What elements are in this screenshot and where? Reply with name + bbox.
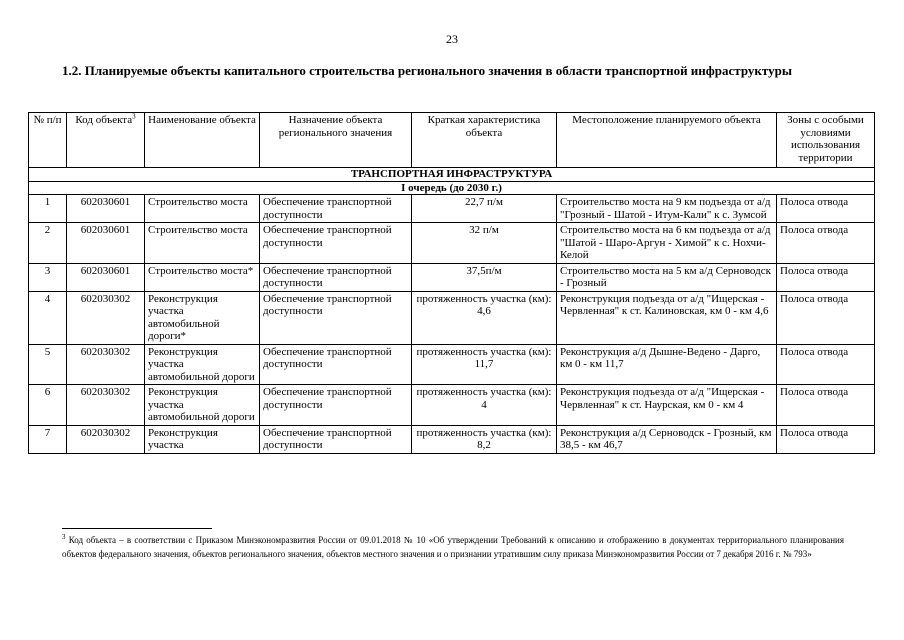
phase-row: [29, 181, 875, 195]
phase-header: I очередь (до 2030 г.): [29, 181, 875, 195]
objects-table: [28, 112, 875, 454]
table-row: [29, 291, 875, 344]
page-number: 23: [446, 32, 458, 46]
cell-num: 1: [29, 195, 67, 223]
cell-location: Строительство моста на 5 км а/д Серноводск - Грозный: [557, 263, 777, 291]
cell-purpose: Обеспечение транспортной доступности: [260, 263, 412, 291]
section-title: 1.2. Планируемые объекты капитального строительства регионального значения в области транспортной инфраструктуры: [62, 63, 792, 78]
cell-num: 6: [29, 385, 67, 426]
cell-zone: Полоса отвода: [777, 344, 875, 385]
footnote-ref: 3: [132, 112, 136, 121]
table-row: [29, 263, 875, 291]
cell-location: Реконструкция подъезда от а/д "Ищерская - Червленная" к ст. Наурская, км 0 - км 4: [557, 385, 777, 426]
cell-code: 602030302: [67, 344, 145, 385]
header-purpose: Назначение объекта регионального значения: [260, 113, 412, 168]
cell-purpose: Обеспечение транспортной доступности: [260, 425, 412, 453]
cell-purpose: Обеспечение транспортной доступности: [260, 223, 412, 264]
cell-num: 2: [29, 223, 67, 264]
cell-location: Реконструкция а/д Дышне-Ведено - Дарго, км 0 - км 11,7: [557, 344, 777, 385]
cell-zone: Полоса отвода: [777, 263, 875, 291]
cell-num: 7: [29, 425, 67, 453]
cell-zone: Полоса отвода: [777, 425, 875, 453]
cell-zone: Полоса отвода: [777, 223, 875, 264]
cell-characteristic: 22,7 п/м: [412, 195, 557, 223]
footnote-text: Код объекта – в соответствии с Приказом Минэкономразвития России от 09.01.2018 № 10 «Об утверждении Требований к описанию и отображению в документах территориального планирования объектов федерального значения, объектов регионального значения, объектов местного значения и о признании утратившим силу приказа Минэкономразвития России от 7 декабря 2016 г. № 793»: [62, 535, 844, 559]
cell-characteristic: 32 п/м: [412, 223, 557, 264]
cell-purpose: Обеспечение транспортной доступности: [260, 344, 412, 385]
cell-name: Строительство моста: [145, 223, 260, 264]
cell-num: 4: [29, 291, 67, 344]
header-characteristic: Краткая характеристика объекта: [412, 113, 557, 168]
header-num: № п/п: [29, 113, 67, 168]
cell-name: Реконструкция участка автомобильной дороги: [145, 344, 260, 385]
cell-characteristic: протяженность участка (км): 4: [412, 385, 557, 426]
header-code-label: Код объекта: [75, 114, 133, 126]
cell-location: Реконструкция а/д Серноводск - Грозный, км 38,5 - км 46,7: [557, 425, 777, 453]
header-code: [67, 113, 145, 168]
header-name: Наименование объекта: [145, 113, 260, 168]
section-row: [29, 168, 875, 182]
cell-purpose: Обеспечение транспортной доступности: [260, 385, 412, 426]
footnote-marker: 3: [62, 533, 66, 541]
table-row: [29, 223, 875, 264]
cell-code: 602030601: [67, 195, 145, 223]
cell-name: Реконструкция участка автомобильной дороги: [145, 385, 260, 426]
cell-zone: Полоса отвода: [777, 385, 875, 426]
cell-location: Реконструкция подъезда от а/д "Ищерская - Червленная" к ст. Калиновская, км 0 - км 4,6: [557, 291, 777, 344]
cell-characteristic: 37,5п/м: [412, 263, 557, 291]
cell-zone: Полоса отвода: [777, 195, 875, 223]
cell-characteristic: протяженность участка (км): 8,2: [412, 425, 557, 453]
cell-location: Строительство моста на 9 км подъезда от а/д "Грозный - Шатой - Итум-Кали" к с. Зумсой: [557, 195, 777, 223]
header-zone: Зоны с особыми условиями использования территории: [777, 113, 875, 168]
cell-location: Строительство моста на 6 км подъезда от а/д "Шатой - Шаро-Аргун - Химой" к с. Нохчи-Келой: [557, 223, 777, 264]
cell-name: Строительство моста: [145, 195, 260, 223]
footnote: [62, 533, 844, 561]
cell-code: 602030302: [67, 425, 145, 453]
cell-characteristic: протяженность участка (км): 4,6: [412, 291, 557, 344]
table-header-row: [29, 113, 875, 168]
cell-code: 602030302: [67, 291, 145, 344]
table-row: [29, 385, 875, 426]
cell-num: 3: [29, 263, 67, 291]
cell-characteristic: протяженность участка (км): 11,7: [412, 344, 557, 385]
table-row: [29, 425, 875, 453]
cell-purpose: Обеспечение транспортной доступности: [260, 195, 412, 223]
cell-purpose: Обеспечение транспортной доступности: [260, 291, 412, 344]
cell-code: 602030302: [67, 385, 145, 426]
cell-code: 602030601: [67, 263, 145, 291]
section-header: ТРАНСПОРТНАЯ ИНФРАСТРУКТУРА: [29, 168, 875, 182]
table-row: [29, 195, 875, 223]
cell-name: Реконструкция участка автомобильной дороги*: [145, 291, 260, 344]
table-row: [29, 344, 875, 385]
cell-name: Строительство моста*: [145, 263, 260, 291]
cell-num: 5: [29, 344, 67, 385]
cell-code: 602030601: [67, 223, 145, 264]
footnote-divider: [62, 528, 212, 529]
cell-zone: Полоса отвода: [777, 291, 875, 344]
header-location: Местоположение планируемого объекта: [557, 113, 777, 168]
cell-name: Реконструкция участка: [145, 425, 260, 453]
